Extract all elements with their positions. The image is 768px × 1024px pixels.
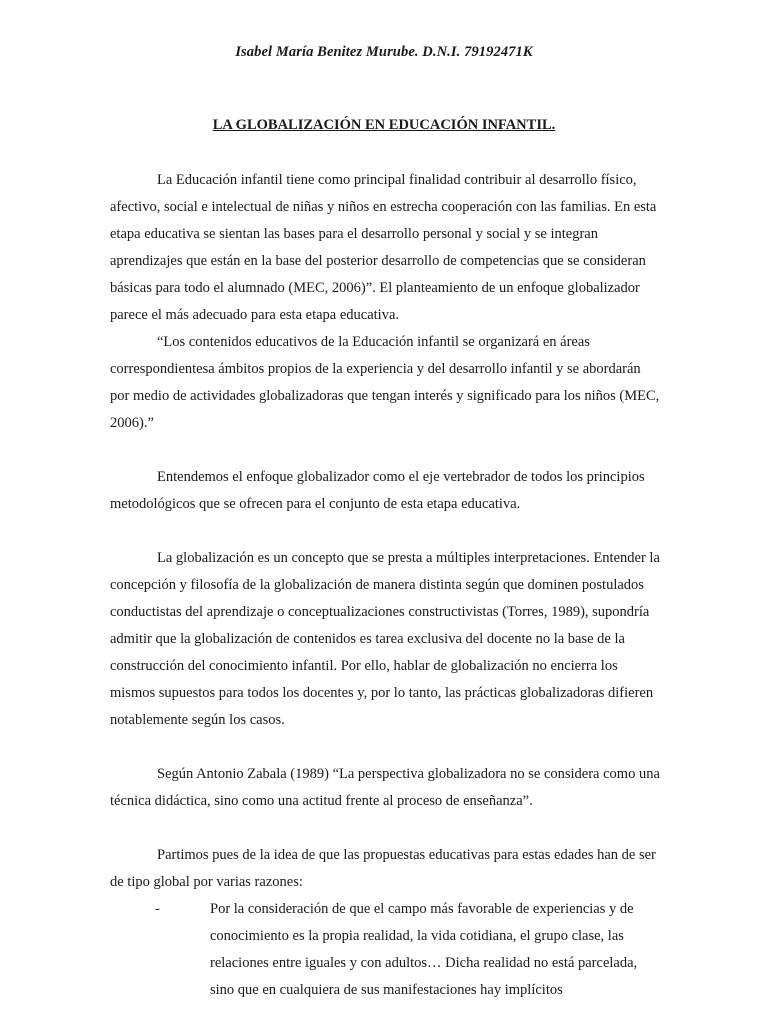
paragraph-spacer [110, 734, 660, 761]
paragraph-quote-mec: “Los contenidos educativos de la Educación infantil se organizará en áreas correspondientesa ámbitos propios de la experiencia y del desarrollo infantil y se abordarán por medio de actividades globalizadoras que tengan interés y significado para los niños (MEC, 2006).” [110, 334, 660, 431]
paragraph-enfoque: Entendemos el enfoque globalizador como el eje vertebrador de todos los principios metodológicos que se ofrecen para el conjunto de esta etapa educativa. [110, 469, 645, 512]
paragraph-razones: Partimos pues de la idea de que las propuestas educativas para estas edades han de ser de tipo global por varias razones: [110, 847, 656, 890]
author-header: Isabel María Benitez Murube. D.N.I. 79192471K [235, 44, 533, 60]
paragraph-spacer [110, 437, 660, 464]
paragraph-intro: La Educación infantil tiene como principal finalidad contribuir al desarrollo físico, afectivo, social e intelectual de niñas y niños en estrecha cooperación con las familias. En esta etapa educativa se sientan las bases para el desarrollo personal y social y se integran aprendizajes que están en la base del posterior desarrollo de competencias que se consideran básicas para todo el alumnado (MEC, 2006)”. El planteamiento de un enfoque globalizador parece el más adecuado para esta etapa educativa. [110, 172, 657, 323]
paragraph-globalizacion: La globalización es un concepto que se presta a múltiples interpretaciones. Entender la concepción y filosofía de la globalización de manera distinta según que dominen postulados conductistas del aprendizaje o conceptualizaciones constructivistas (Torres, 1989), supondría admitir que la globalización de contenidos es tarea exclusiva del docente no la base de la construcción del conocimiento infantil. Por ello, hablar de globalización no encierra los mismos supuestos para todos los docentes y, por lo tanto, las prácticas globalizadoras difieren notablemente según los casos. [110, 550, 660, 728]
paragraph-spacer [110, 518, 660, 545]
paragraph-spacer [110, 815, 660, 842]
paragraph-zabala: Según Antonio Zabala (1989) “La perspectiva globalizadora no se considera como una técnica didáctica, sino como una actitud frente al proceso de enseñanza”. [110, 766, 660, 809]
document-title: LA GLOBALIZACIÓN EN EDUCACIÓN INFANTIL. [212, 117, 556, 133]
list-dash-marker: - [155, 901, 160, 917]
list-item [110, 896, 660, 1004]
document-body [110, 167, 660, 1004]
list-item-text: Por la consideración de que el campo más favorable de experiencias y de conocimiento es la propia realidad, la vida cotidiana, el grupo clase, las relaciones entre iguales y con adultos… Dicha realidad no está parcelada, sino que en cualquiera de sus manifestaciones hay implícitos [210, 901, 638, 998]
